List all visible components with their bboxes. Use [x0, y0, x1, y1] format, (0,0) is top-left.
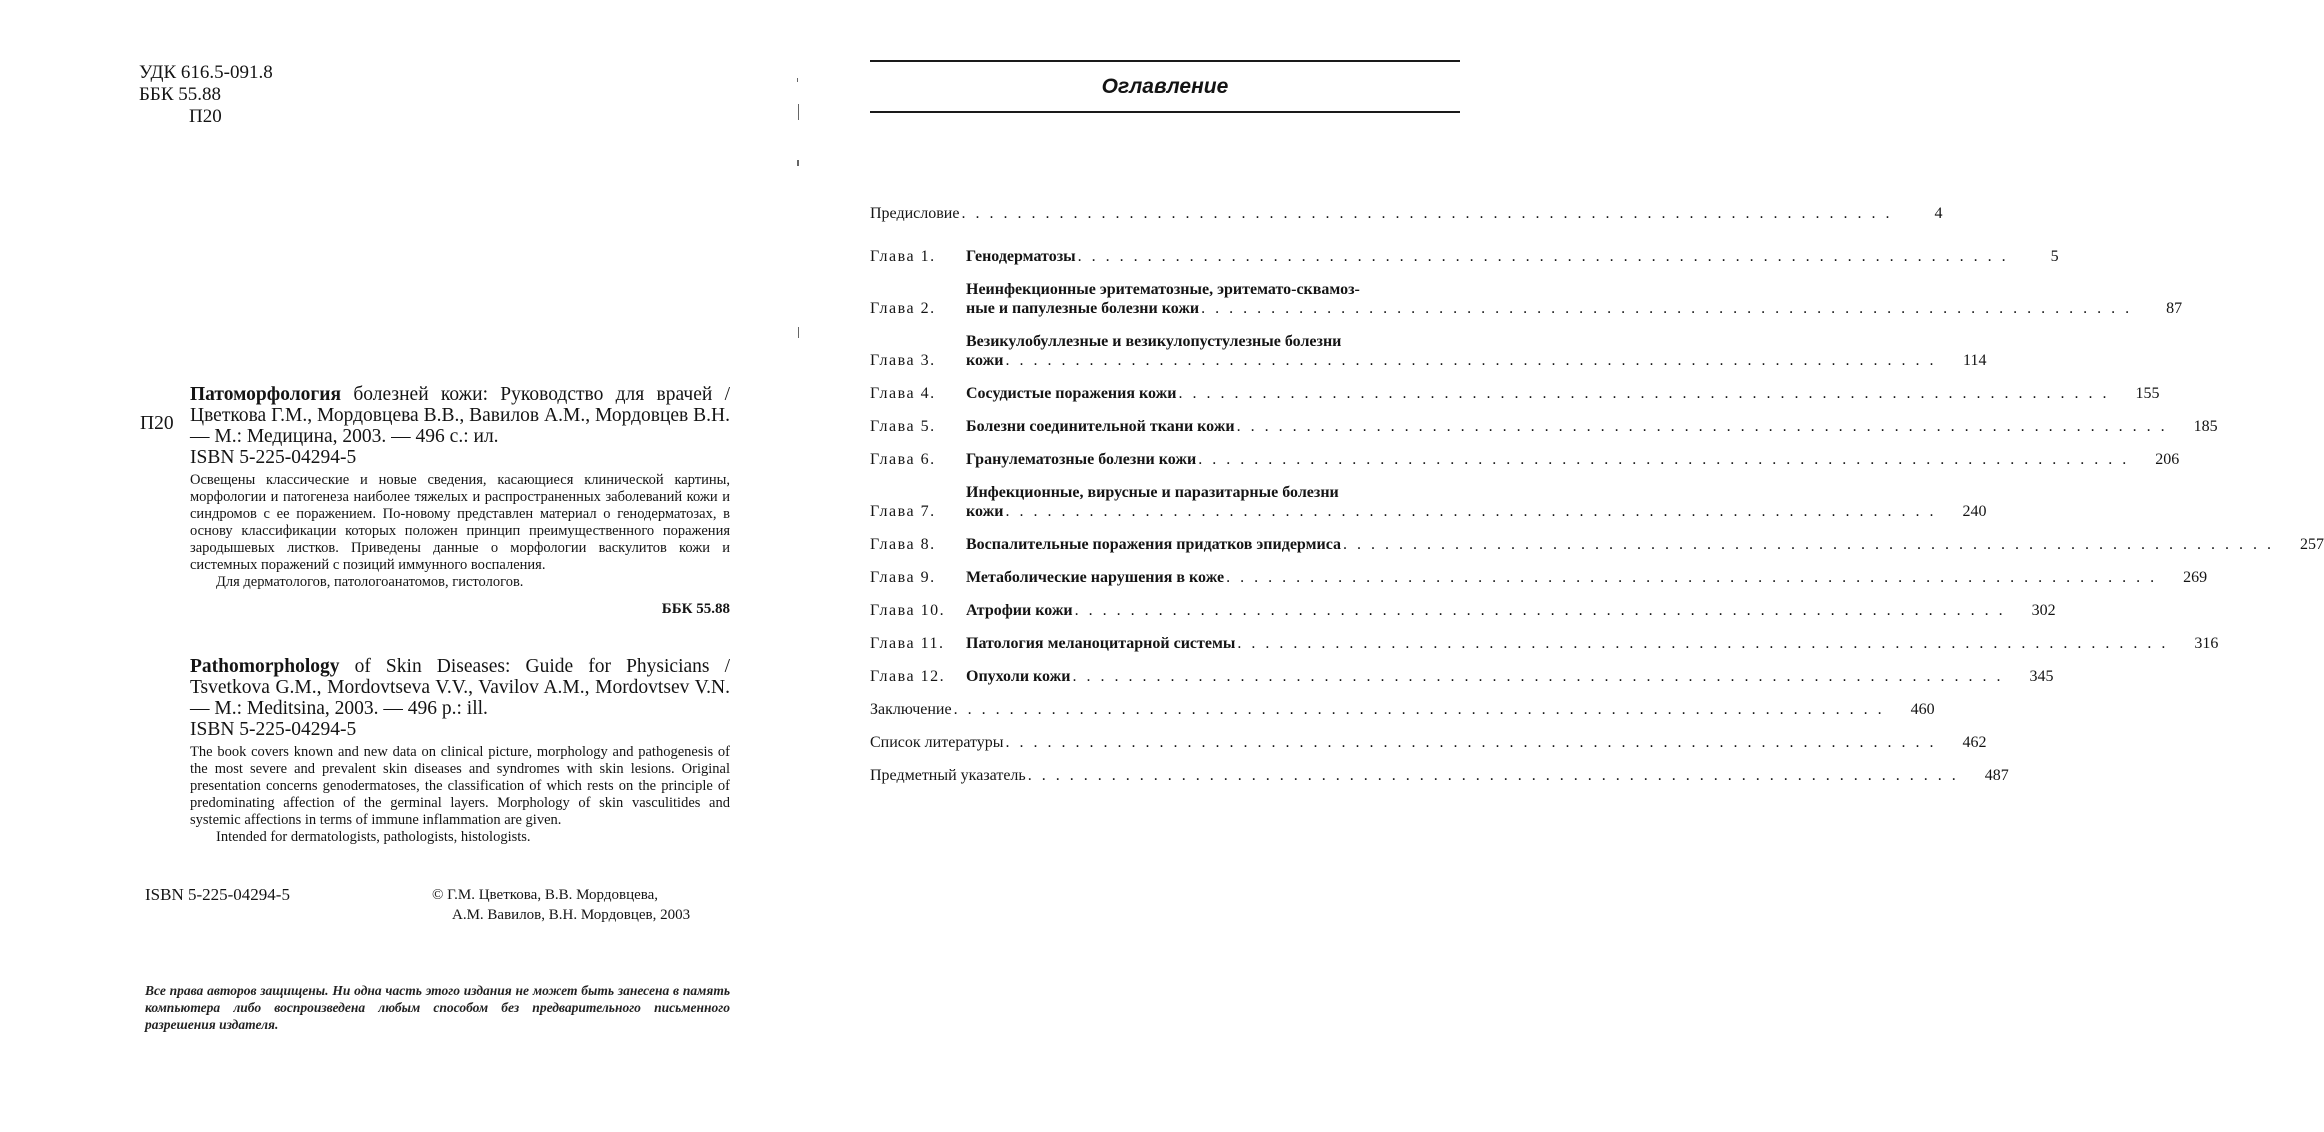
toc-gap: [870, 436, 1462, 450]
toc-entry: [870, 204, 1943, 223]
toc-entry: [870, 733, 1987, 752]
toc-gap: [870, 266, 1462, 280]
toc-leader-dots: [1028, 766, 1959, 785]
toc-leader-dots: [1178, 384, 2109, 403]
toc-title-box: [966, 568, 2207, 587]
toc-gap: [870, 318, 1462, 332]
toc-leader-dots: [954, 700, 1885, 719]
toc-page-number: 302: [2031, 602, 2056, 619]
toc-title: Оглавление: [1101, 75, 1229, 98]
toc-chapter-number: Глава 8.: [870, 536, 936, 553]
toc-page-number: 269: [2183, 569, 2208, 586]
toc-entry: [870, 417, 2218, 436]
toc-entry-last-line: [966, 667, 2003, 686]
scan-speck: [797, 160, 799, 166]
toc-page-number: 345: [2029, 668, 2054, 685]
toc-chapter-number: Глава 7.: [870, 503, 936, 520]
toc-entry: [870, 535, 2324, 554]
toc-leader-dots: [1005, 502, 1936, 521]
toc-leader-dots: [1072, 667, 2003, 686]
toc-leader-dots: [1226, 568, 2157, 587]
toc-chapter-number: Глава 4.: [870, 385, 936, 402]
toc-title-box: [966, 483, 1986, 521]
bbk-code: ББК 55.88: [139, 84, 221, 105]
toc-entry: [870, 332, 1987, 370]
toc-gap: [870, 686, 1462, 700]
toc-gap: [870, 587, 1462, 601]
english-abstract-text: The book covers known and new data on clinical picture, morphology and pathogenesis of the most severe and prevalent skin diseases and syndromes with skin lesions. Original presentation concerns genodermatoses, the classification of which rests on the principle of predominating affection of the germinal layers. Morphology of skin vasculitides and systemic affections in terms of immune inflammation are given.: [190, 744, 730, 828]
toc-entry-last-line: [966, 535, 2274, 554]
toc-entry: [870, 601, 2056, 620]
toc-title-box: [966, 417, 2218, 436]
table-of-contents: [870, 204, 2324, 785]
toc-title-box: [870, 766, 2009, 785]
toc-leader-dots: [1237, 417, 2168, 436]
toc-entry: [870, 700, 1935, 719]
toc-entry-last-line: [966, 417, 2168, 436]
toc-title-box: [966, 280, 2182, 318]
toc-page-number: 240: [1962, 503, 1987, 520]
toc-entry-last-line: [966, 450, 2129, 469]
toc-entry-title: Список литературы: [870, 734, 1004, 751]
russian-abstract-text: Освещены классические и новые сведения, касающиеся клинической картины, морфологии и патогенеза наиболее тяжелых и распространенных заболеваний кожи и синдромов с ее поражением. По-новому представлен материал о генодерматозах, в основу классификации которых положен принцип преимущественного поражения зародышевых листков. Приведены данные о морфологии васкулитов кожи и системных поражений с позиций иммунного воспаления.: [190, 472, 730, 573]
toc-chapter-number: Глава 11.: [870, 635, 945, 652]
toc-entry-title: Генодерматозы: [966, 248, 1076, 265]
toc-title-box: [966, 384, 2159, 403]
english-isbn: ISBN 5-225-04294-5: [190, 719, 357, 740]
toc-entry-title: Гранулематозные болезни кожи: [966, 451, 1197, 468]
toc-chapter-number: Глава 2.: [870, 300, 936, 317]
toc-chapter-number: Глава 5.: [870, 418, 936, 435]
toc-entry-last-line: [966, 384, 2109, 403]
toc-gap: [870, 752, 1462, 766]
toc-title-box: [870, 733, 1987, 752]
toc-leader-dots: [1078, 247, 2009, 266]
toc-entry-last-line: [870, 700, 1885, 719]
toc-chapter-number: Глава 12.: [870, 668, 946, 685]
toc-chapter-number: Глава 6.: [870, 451, 936, 468]
toc-title-box: [966, 601, 2056, 620]
toc-entry: [870, 568, 2208, 587]
russian-citation: [140, 384, 730, 468]
toc-entry-title: кожи: [966, 352, 1004, 369]
copyright-line-1: © Г.М. Цветкова, В.В. Мордовцева,: [432, 887, 659, 903]
toc-entry: [870, 247, 2059, 266]
toc-entry-last-line: [966, 634, 2168, 653]
toc-gap: [870, 403, 1462, 417]
toc-entry-last-line: [870, 204, 1892, 223]
english-audience: Intended for dermatologists, pathologists, histologists.: [216, 829, 531, 845]
rights-notice: Все права авторов защищены. Ни одна часть этого издания не может быть занесена в память компьютера либо воспроизведена любым способом без предварительного письменного разрешения издателя.: [145, 983, 730, 1032]
toc-leader-dots: [1075, 601, 2006, 620]
toc-entry-title-line-1: Неинфекционные эритематозные, эритемато-сквамоз-: [966, 281, 1360, 298]
toc-gap: [870, 223, 1462, 247]
toc-leader-dots: [1343, 535, 2274, 554]
toc-entry-title-line-1: Инфекционные, вирусные и паразитарные болезни: [966, 484, 1339, 501]
toc-entry-title: Заключение: [870, 701, 952, 718]
toc-entry-title: Патология меланоцитарной системы: [966, 635, 1236, 652]
toc-entry-title: Сосудистые поражения кожи: [966, 385, 1177, 402]
english-citation-rest: of Skin Diseases: Guide for Physicians / Tsvetkova G.M., Mordovtseva V.V., Vavilov A.M., Mordovtsev V.N. — M.: Meditsina, 2003. — 496 p.: ill.: [190, 656, 730, 719]
toc-leader-dots: [961, 204, 1892, 223]
toc-chapter-number: Глава 3.: [870, 352, 936, 369]
toc-entry-last-line: [966, 247, 2009, 266]
toc-title-box: [870, 204, 1942, 223]
toc-gap: [870, 653, 1462, 667]
toc-leader-dots: [1198, 450, 2129, 469]
toc-page-number: 87: [2166, 300, 2183, 317]
russian-citation-rest: болезней кожи: Руководство для врачей / Цветкова Г.М., Мордовцева В.В., Вавилов А.М., Мордовцев В.Н. — М.: Медицина, 2003. — 496 с.: ил.: [190, 384, 730, 447]
toc-page-number: 462: [1962, 734, 1987, 751]
toc-entry-title: Воспалительные поражения придатков эпидермиса: [966, 536, 1341, 553]
toc-page-number: 316: [2194, 635, 2219, 652]
toc-entry: [870, 450, 2180, 469]
toc-page-number: 155: [2135, 385, 2160, 402]
scan-speck: [798, 327, 799, 338]
scan-speck: [798, 104, 799, 120]
toc-page-number: 206: [2155, 451, 2180, 468]
bbk-right: ББК 55.88: [661, 601, 730, 617]
russian-audience: Для дерматологов, патологоанатомов, гистологов.: [216, 574, 524, 590]
toc-page-number: 257: [2299, 536, 2324, 553]
toc-chapter-number: Глава 9.: [870, 569, 936, 586]
copyright-line-2: А.М. Вавилов, В.Н. Мордовцев, 2003: [452, 907, 691, 923]
toc-entry-last-line: [870, 766, 1959, 785]
toc-page-number: 5: [2050, 248, 2059, 265]
toc-page-number: 4: [1934, 205, 1943, 222]
toc-gap: [870, 620, 1462, 634]
side-code: П20: [140, 413, 174, 434]
english-annotation: [140, 656, 730, 846]
toc-entry-title: кожи: [966, 503, 1004, 520]
toc-chapter-number: Глава 10.: [870, 602, 946, 619]
left-page: [0, 0, 800, 1132]
toc-title-box: [870, 700, 1935, 719]
toc-entry-title-line-1: Везикулобуллезные и везикулопустулезные болезни: [966, 333, 1342, 350]
toc-title-box: [966, 247, 2059, 266]
toc-page-number: 185: [2193, 418, 2218, 435]
toc-header: [870, 60, 1460, 113]
toc-gap: [870, 554, 1462, 568]
russian-title: Патоморфология: [190, 384, 342, 405]
russian-abstract: [190, 472, 730, 591]
copyright: [432, 885, 690, 925]
toc-gap: [870, 469, 1462, 483]
toc-leader-dots: [1006, 733, 1937, 752]
russian-annotation: [140, 384, 730, 618]
toc-entry: [870, 667, 2054, 686]
english-title: Pathomorphology: [190, 656, 340, 677]
toc-leader-dots: [1005, 351, 1936, 370]
toc-chapter-number: Глава 1.: [870, 248, 936, 265]
toc-entry-last-line: [966, 601, 2006, 620]
toc-entry-title: Предисловие: [870, 205, 960, 222]
russian-isbn: ISBN 5-225-04294-5: [190, 447, 357, 468]
toc-title-box: [966, 332, 1986, 370]
toc-leader-dots: [1237, 634, 2168, 653]
toc-title-box: [966, 634, 2218, 653]
toc-entry: [870, 766, 2009, 785]
english-abstract: [190, 744, 730, 846]
toc-entry-title: Метаболические нарушения в коже: [966, 569, 1225, 586]
toc-entry: [870, 280, 2183, 318]
toc-entry-title: Опухоли кожи: [966, 668, 1071, 685]
scan-speck: [797, 78, 798, 82]
bottom-rule: [870, 111, 1460, 113]
toc-gap: [870, 719, 1462, 733]
toc-entry-last-line: [966, 351, 1936, 370]
author-code: П20: [189, 106, 222, 127]
toc-gap: [870, 521, 1462, 535]
isbn-bottom: ISBN 5-225-04294-5: [145, 885, 290, 904]
toc-entry-last-line: [966, 568, 2157, 587]
udk-code: УДК 616.5-091.8: [139, 62, 273, 83]
right-page: [800, 0, 2324, 1132]
toc-leader-dots: [1201, 299, 2132, 318]
toc-page-number: 114: [1963, 352, 1987, 369]
toc-page-number: 487: [1984, 767, 2009, 784]
toc-entry-title: Болезни соединительной ткани кожи: [966, 418, 1235, 435]
toc-entry-title: ные и папулезные болезни кожи: [966, 300, 1200, 317]
english-citation: [190, 656, 730, 740]
toc-page-number: 460: [1910, 701, 1935, 718]
toc-entry-title: Предметный указатель: [870, 767, 1026, 784]
toc-entry-last-line: [966, 299, 2132, 318]
classification-codes: [139, 62, 273, 128]
toc-entry: [870, 483, 1987, 521]
toc-entry-title: Атрофии кожи: [966, 602, 1073, 619]
toc-title-box: [966, 535, 2324, 554]
toc-gap: [870, 370, 1462, 384]
toc-title-box: [966, 450, 2179, 469]
toc-entry: [870, 634, 2219, 653]
toc-entry-last-line: [966, 502, 1936, 521]
toc-entry-last-line: [870, 733, 1937, 752]
toc-entry: [870, 384, 2160, 403]
toc-title-box: [966, 667, 2053, 686]
